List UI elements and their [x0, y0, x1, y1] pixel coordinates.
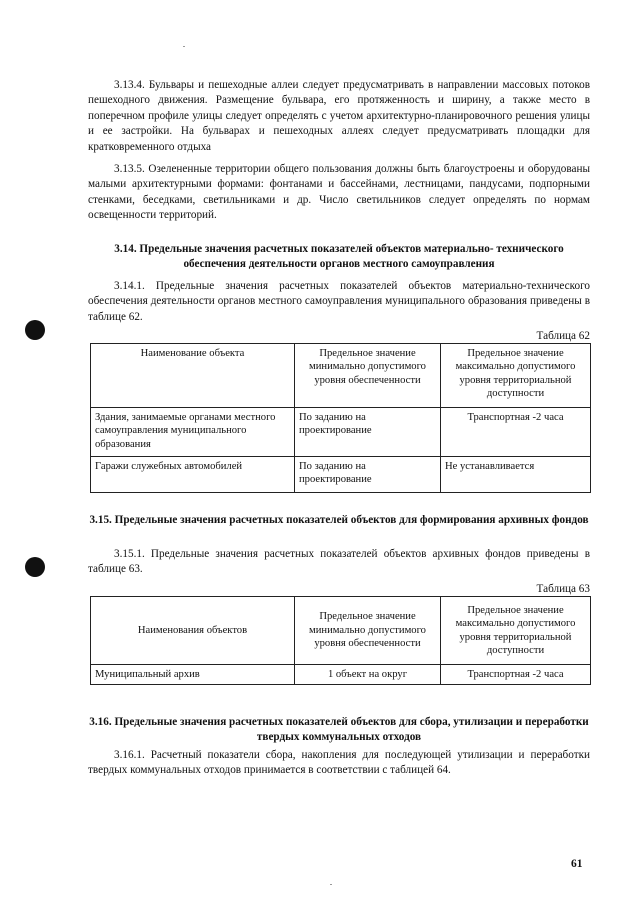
table-cell: По заданию на проектирование: [295, 457, 441, 493]
heading-3-14: 3.14. Предельные значения расчетных показателей объектов материально- технического обеспечения деятельности органов местного самоуправления: [114, 243, 564, 270]
punch-hole-mark: [25, 320, 45, 340]
table-row: [91, 457, 591, 493]
heading-3-16: 3.16. Предельные значения расчетных показателей объектов для сбора, утилизации и переработки твердых коммунальных отходов: [89, 716, 589, 743]
table-header-cell: Наименование объекта: [91, 344, 295, 408]
table-cell: 1 объект на округ: [295, 665, 441, 685]
table-header-cell: Предельное значение максимально допустимого уровня территориальной доступности: [441, 597, 591, 665]
table-header-cell: Предельное значение максимально допустимого уровня территориальной доступности: [441, 344, 591, 408]
paragraph-3-16-1: 3.16.1. Расчетный показатели сбора, накопления для последующей утилизации и переработки твердых коммунальных отходов принимается в соответствии с таблицей 64.: [88, 749, 590, 777]
table-header-cell: Наименования объектов: [91, 597, 295, 665]
scan-speck: [330, 884, 332, 885]
table-header-row: [91, 597, 591, 665]
table-cell: Гаражи служебных автомобилей: [91, 457, 295, 493]
table-cell: Здания, занимаемые органами местного самоуправления муниципального образования: [91, 408, 295, 457]
table-row: [91, 665, 591, 685]
table-cell: Муниципальный архив: [91, 665, 295, 685]
table-63: [90, 596, 591, 685]
page-number: 61: [571, 858, 583, 870]
table-cell: По заданию на проектирование: [295, 408, 441, 457]
heading-3-15: 3.15. Предельные значения расчетных показателей объектов для формирования архивных фондов: [89, 514, 589, 526]
table-row: [91, 408, 591, 457]
table-header-cell: Предельное значение минимально допустимого уровня обеспеченности: [295, 344, 441, 408]
table62-caption: Таблица 62: [536, 330, 590, 342]
punch-hole-mark: [25, 557, 45, 577]
table-cell: Не устанавливается: [441, 457, 591, 493]
table-header-row: [91, 344, 591, 408]
paragraph-3-15-1: 3.15.1. Предельные значения расчетных показателей объектов архивных фондов приведены в таблице 63.: [88, 548, 590, 576]
paragraph-3-13-4: 3.13.4. Бульвары и пешеходные аллеи следует предусматривать в направлении массовых потоков пешеходного движения. Размещение бульвара, его протяженность и ширину, а также место в поперечном профиле улицы следует определять с учетом архитектурно-планировочного решения улицы и ее застройки. На бульварах и пешеходных аллеях следует предусматривать площадки для кратковременного отдыха: [88, 79, 590, 153]
table-cell: Транспортная -2 часа: [441, 665, 591, 685]
table63-caption: Таблица 63: [536, 583, 590, 595]
table-62: [90, 343, 591, 493]
table-cell: Транспортная -2 часа: [441, 408, 591, 457]
table-header-cell: Предельное значение минимально допустимого уровня обеспеченности: [295, 597, 441, 665]
paragraph-3-13-5: 3.13.5. Озелененные территории общего пользования должны быть благоустроены и оборудованы малыми архитектурными формами: фонтанами и бассейнами, лестницами, пандусами, подпорными стенками, беседками, светильниками и др. Число светильников следует определять по нормам освещенности территорий.: [88, 163, 590, 222]
scan-speck: [183, 46, 185, 47]
paragraph-3-14-1: 3.14.1. Предельные значения расчетных показателей объектов материально-технического обеспечения деятельности органов местного самоуправления муниципального образования приведены в таблице 62.: [88, 280, 590, 323]
